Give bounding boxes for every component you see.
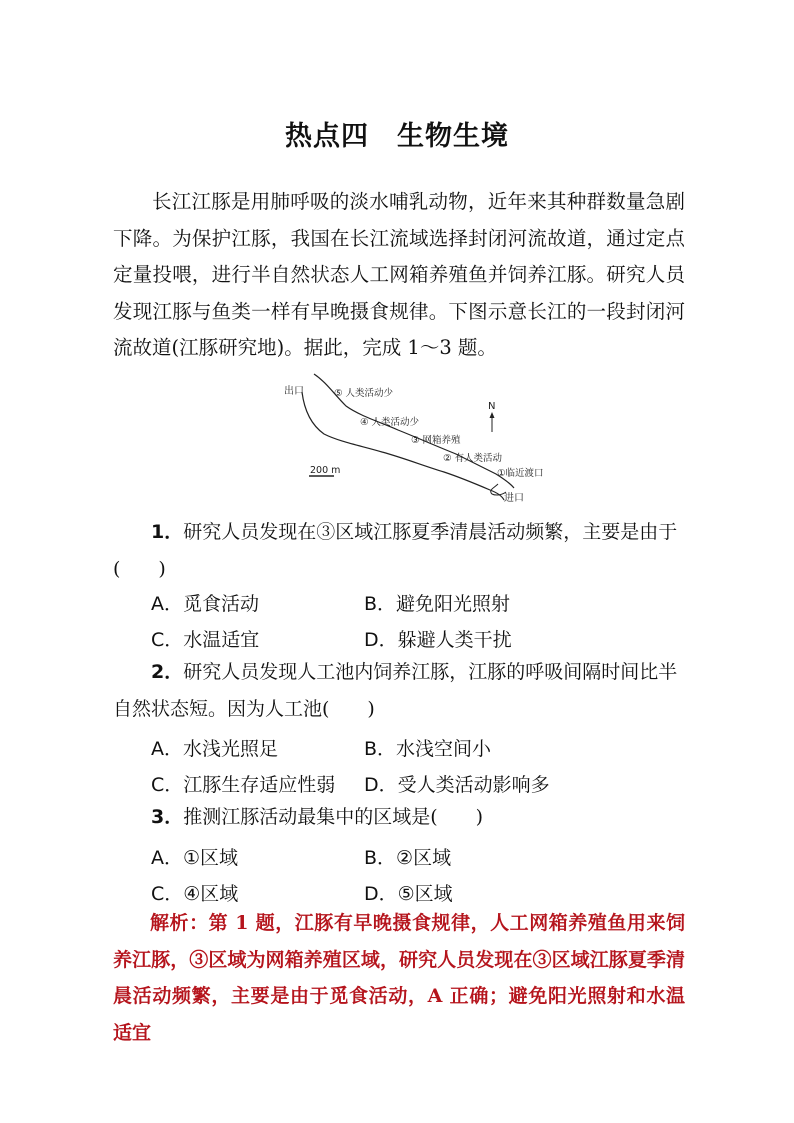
north-label: N: [488, 401, 496, 412]
zone-1-label: ①临近渡口: [497, 468, 544, 479]
question-number: 2．: [151, 661, 184, 683]
river-map: [280, 372, 555, 507]
exit-label: 出口: [284, 386, 304, 397]
entrance-label: 进口: [504, 493, 524, 504]
analysis-text: ：第 1 题，江豚有早晚摄食规律，人工网箱养殖鱼用来饲养江豚，③区域为网箱养殖区域，研究人员发现在③区域江豚夏季清晨活动频繁，主要是由于觅食活动，A 正确；避免阳光照射和水温适宜: [113, 912, 685, 1044]
analysis-paragraph: [113, 905, 685, 1051]
question-3: [113, 799, 685, 836]
question-2: [113, 654, 685, 727]
option-d: D．受人类活动影响多: [364, 774, 550, 796]
question-stem: 研究人员发现人工池内饲养江豚，江豚的呼吸间隔时间比半自然状态短。因为人工池( ): [113, 661, 678, 720]
option-c: C．江豚生存适应性弱: [151, 774, 336, 796]
option-c: C．④区域: [151, 883, 239, 905]
zone-5-label: ⑤ 人类活动少: [334, 388, 394, 399]
page-title: 热点四 生物生境: [285, 121, 509, 152]
option-b: B．水浅空间小: [364, 738, 492, 760]
option-a: A．①区域: [151, 847, 239, 869]
scale-label: 200 m: [310, 465, 341, 476]
question-stem: 研究人员发现在③区域江豚夏季清晨活动频繁，主要是由于( ): [113, 521, 678, 580]
analysis-label: 解析: [150, 912, 190, 934]
river-bank-lower: [302, 392, 504, 500]
question-stem: 推测江豚活动最集中的区域是( ): [183, 806, 484, 828]
zone-2-label: ② 有人类活动: [443, 453, 503, 464]
option-b: B．避免阳光照射: [364, 593, 511, 615]
question-number: 3．: [151, 806, 184, 828]
option-a: A．水浅光照足: [151, 738, 278, 760]
option-b: B．②区域: [364, 847, 452, 869]
question-1: [113, 514, 685, 587]
option-c: C．水温适宜: [151, 629, 260, 651]
intro-paragraph: 长江江豚是用肺呼吸的淡水哺乳动物，近年来其种群数量急剧下降。为保护江豚，我国在长江流域选择封闭河流故道，通过定点定量投喂，进行半自然状态人工网箱养殖鱼并饲养江豚。研究人员发现江豚与鱼类一样有早晚摄食规律。下图示意长江的一段封闭河流故道(江豚研究地)。据此，完成 1～3 题。: [113, 190, 685, 359]
zone-4-label: ④ 人类活动少: [360, 417, 420, 428]
option-d: D．⑤区域: [364, 883, 453, 905]
question-number: 1．: [151, 521, 184, 543]
zone-3-label: ③ 网箱养殖: [411, 435, 461, 446]
option-a: A．觅食活动: [151, 593, 259, 615]
option-d: D．躲避人类干扰: [364, 629, 512, 651]
